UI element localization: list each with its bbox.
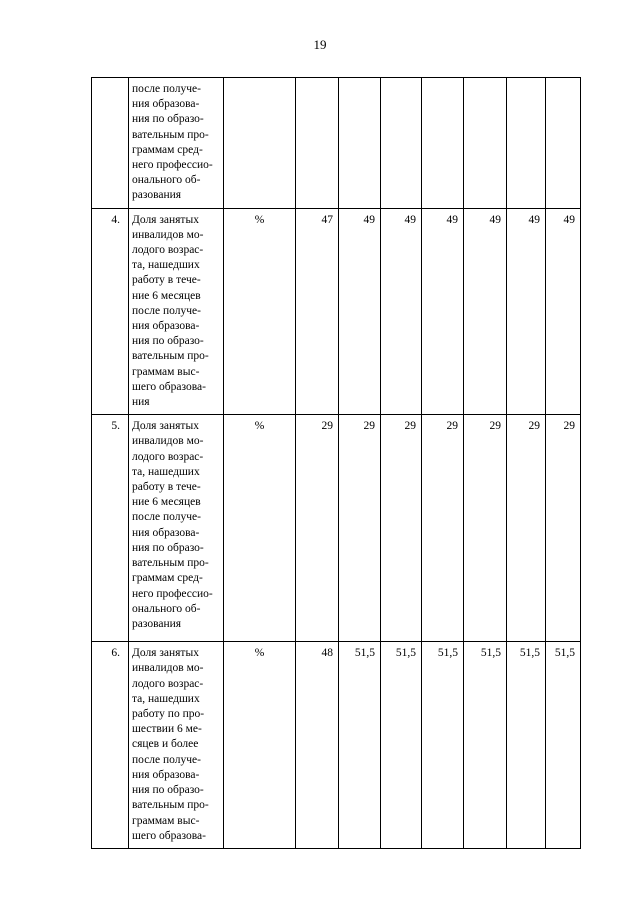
table-row xyxy=(92,208,581,415)
value-cell: 49 xyxy=(507,208,546,415)
indicator-name-line: работу в тече- xyxy=(132,274,201,287)
indicator-name-line: сяцев и более xyxy=(132,738,199,751)
indicator-table xyxy=(91,77,581,849)
value-cell: 49 xyxy=(546,208,581,415)
indicator-name-line: граммам сред- xyxy=(132,143,203,156)
value-cell: 51,5 xyxy=(422,642,464,849)
table-row xyxy=(92,415,581,642)
value-cell: 51,5 xyxy=(339,642,381,849)
value-cell: 29 xyxy=(464,415,507,642)
unit-cell: % xyxy=(224,415,296,642)
indicator-name-line: после получе- xyxy=(132,304,201,317)
value-cell: 51,5 xyxy=(464,642,507,849)
row-number: 6. xyxy=(92,642,129,849)
indicator-name-line: ния по образо- xyxy=(132,784,204,797)
indicator-name-line: Доля занятых xyxy=(132,213,199,226)
value-cell: 29 xyxy=(546,415,581,642)
value-cell: 49 xyxy=(339,208,381,415)
indicator-name-line: ние 6 месяцев xyxy=(132,289,201,302)
indicator-name-line: та, нашедших xyxy=(132,692,200,705)
indicator-name-line: ния образова- xyxy=(132,526,200,539)
indicator-name-line: ния по образо- xyxy=(132,113,204,126)
row-number: 4. xyxy=(92,208,129,415)
indicator-name-line: инвалидов мо- xyxy=(132,435,204,448)
table-row xyxy=(92,642,581,849)
indicator-name-line: граммам выс- xyxy=(132,814,200,827)
indicator-name-line: после получе- xyxy=(132,511,201,524)
value-cell xyxy=(507,78,546,209)
indicator-name-line: Доля занятых xyxy=(132,420,199,433)
value-cell xyxy=(381,78,422,209)
indicator-name-line: лодого возрас- xyxy=(132,450,204,463)
indicator-name-line: разования xyxy=(132,189,182,202)
indicator-name-line: вательным про- xyxy=(132,128,209,141)
indicator-name-line: шего образова- xyxy=(132,829,206,842)
unit-cell: % xyxy=(224,208,296,415)
indicator-name-line: после получе- xyxy=(132,753,201,766)
indicator-name-line: него профессио- xyxy=(132,159,213,172)
value-cell: 49 xyxy=(422,208,464,415)
indicator-name-line: Доля занятых xyxy=(132,647,199,660)
indicator-name-line: ния xyxy=(132,396,150,409)
indicator-name-line: та, нашедших xyxy=(132,259,200,272)
indicator-name-line: ния образова- xyxy=(132,98,200,111)
value-cell xyxy=(296,78,339,209)
page-number: 19 xyxy=(313,37,327,52)
value-cell xyxy=(546,78,581,209)
indicator-name-line: ния образова- xyxy=(132,320,200,333)
indicator-name-line: ние 6 месяцев xyxy=(132,496,201,509)
indicator-name-line: шествии 6 ме- xyxy=(132,723,202,736)
value-cell: 51,5 xyxy=(546,642,581,849)
indicator-name-line: вательным про- xyxy=(132,350,209,363)
indicator-name-line: та, нашедших xyxy=(132,465,200,478)
indicator-name-line: лодого возрас- xyxy=(132,677,204,690)
indicator-name-line: онального об- xyxy=(132,174,201,187)
unit-cell: % xyxy=(224,642,296,849)
value-cell: 49 xyxy=(464,208,507,415)
value-cell: 51,5 xyxy=(381,642,422,849)
row-number xyxy=(92,78,129,209)
value-cell xyxy=(464,78,507,209)
indicator-name-line: работу по про- xyxy=(132,708,205,721)
value-cell xyxy=(339,78,381,209)
value-cell: 51,5 xyxy=(507,642,546,849)
value-cell: 29 xyxy=(296,415,339,642)
row-number: 5. xyxy=(92,415,129,642)
indicator-name-line: ния по образо- xyxy=(132,541,204,554)
indicator-name-line: онального об- xyxy=(132,602,201,615)
value-cell: 29 xyxy=(422,415,464,642)
indicator-name-line: граммам сред- xyxy=(132,572,203,585)
indicator-name xyxy=(129,78,224,209)
indicator-name-line: шего образова- xyxy=(132,380,206,393)
indicator-name-line: после получе- xyxy=(132,83,201,95)
value-cell: 29 xyxy=(339,415,381,642)
indicator-name-line: лодого возрас- xyxy=(132,244,204,257)
indicator-name-line: инвалидов мо- xyxy=(132,662,204,675)
indicator-name-line: ния по образо- xyxy=(132,335,204,348)
indicator-name-line: ния образова- xyxy=(132,768,200,781)
unit-cell xyxy=(224,78,296,209)
indicator-name-line: разования xyxy=(132,617,182,630)
indicator-name-line: инвалидов мо- xyxy=(132,228,204,241)
value-cell: 29 xyxy=(507,415,546,642)
value-cell: 48 xyxy=(296,642,339,849)
indicator-name xyxy=(129,208,224,415)
value-cell xyxy=(422,78,464,209)
indicator-name-line: него профессио- xyxy=(132,587,213,600)
value-cell: 29 xyxy=(381,415,422,642)
indicator-name-line: вательным про- xyxy=(132,799,209,812)
indicator-name xyxy=(129,642,224,849)
indicator-name-line: вательным про- xyxy=(132,557,209,570)
indicator-name-line: граммам выс- xyxy=(132,365,200,378)
value-cell: 47 xyxy=(296,208,339,415)
value-cell: 49 xyxy=(381,208,422,415)
indicator-name xyxy=(129,415,224,642)
table-row xyxy=(92,78,581,209)
indicator-name-line: работу в тече- xyxy=(132,481,201,494)
